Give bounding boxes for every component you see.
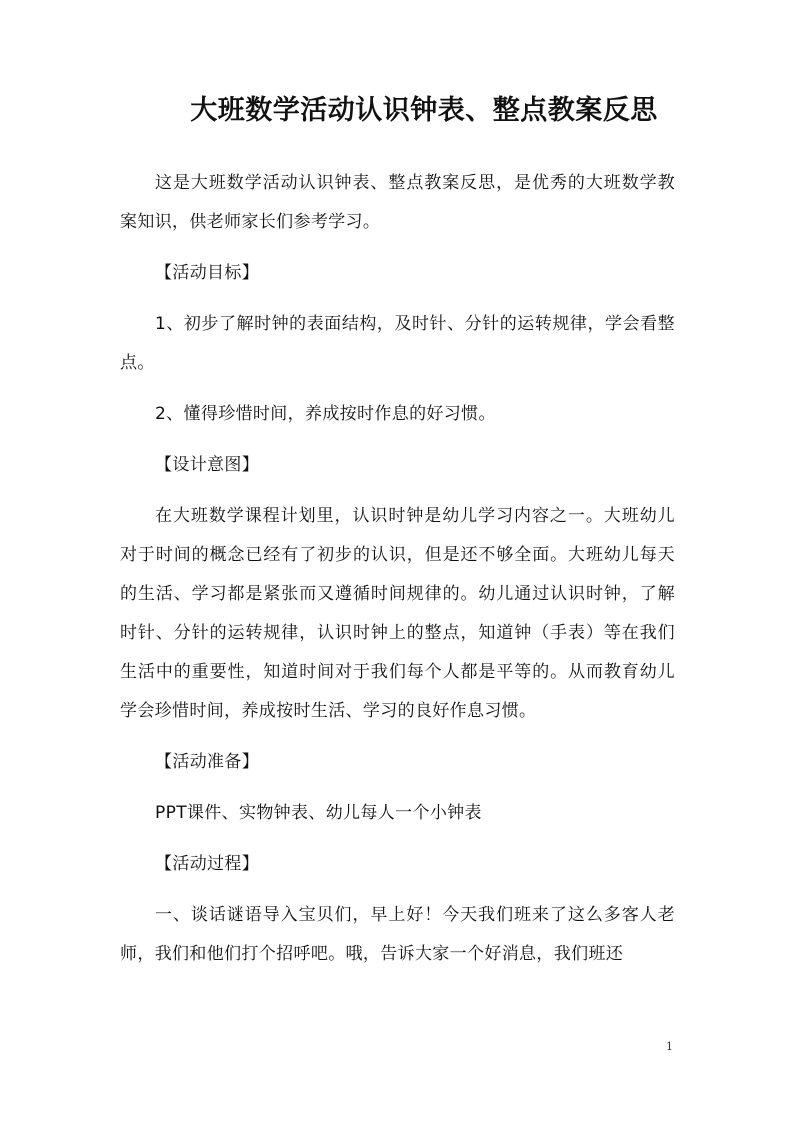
process-paragraph: 一、谈话谜语导入宝贝们，早上好！今天我们班来了这么多客人老师，我们和他们打个招呼吧。哦，告诉大家一个好消息，我们班还: [120, 905, 675, 964]
goal-item-2: 2、懂得珍惜时间，养成按时作息的好习惯。: [155, 404, 496, 424]
section-heading-activity-goals: 【活动目标】: [155, 263, 260, 283]
page-number: 1: [666, 1040, 673, 1053]
design-intent-paragraph: 在大班数学课程计划里，认识时钟是幼儿学习内容之一。大班幼儿对于时间的概念已经有了初步的认识，但是还不够全面。大班幼儿每天的生活、学习都是紧张而又遵循时间规律的。幼儿通过认识时钟，了解时针、分针的运转规律，认识时钟上的整点，知道钟（手表）等在我们生活中的重要性，知道时间对于我们每个人都是平等的。从而教育幼儿学会珍惜时间，养成按时生活、学习的良好作息习惯。: [120, 506, 675, 721]
section-heading-design-intent: 【设计意图】: [155, 455, 260, 475]
section-heading-process: 【活动过程】: [155, 854, 260, 874]
section-heading-preparation: 【活动准备】: [155, 752, 260, 772]
document-body: [120, 164, 675, 986]
intro-paragraph: 这是大班数学活动认识钟表、整点教案反思，是优秀的大班数学教案知识，供老师家长们参考学习。: [120, 173, 675, 232]
document-title: 大班数学活动认识钟表、整点教案反思: [190, 95, 658, 126]
goal-item-1: 1、初步了解时钟的表面结构，及时针、分针的运转规律，学会看整点。: [120, 314, 675, 373]
preparation-paragraph: PPT课件、实物钟表、幼儿每人一个小钟表: [155, 803, 482, 823]
